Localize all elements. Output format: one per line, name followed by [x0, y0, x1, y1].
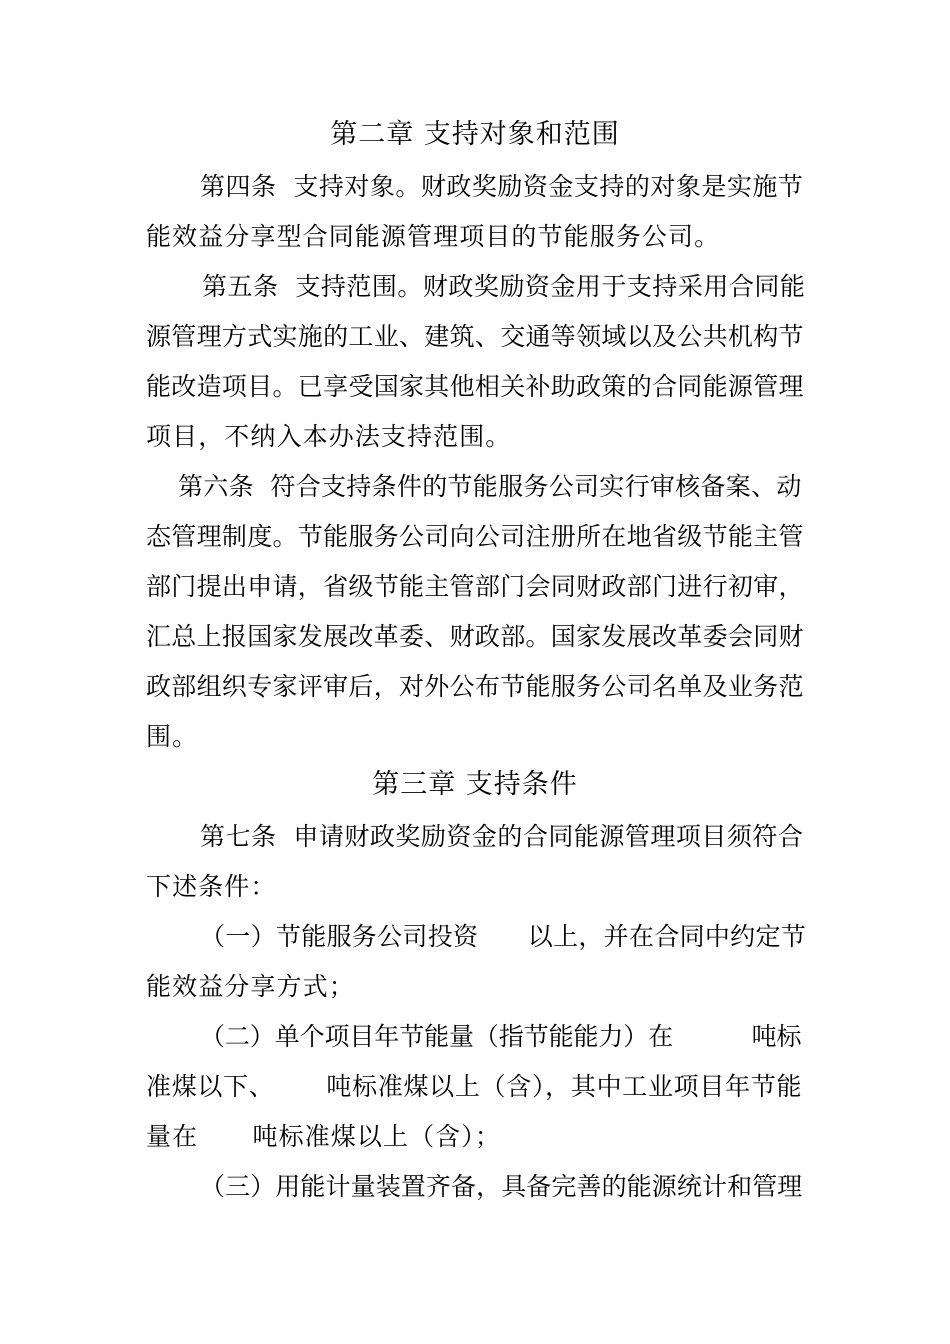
article-6-line-3: 部门提出申请，省级节能主管部门会同财政部门进行初审，	[146, 572, 804, 601]
chapter-2-heading: 第二章 支持对象和范围	[330, 119, 620, 150]
item-1-line-2: 能效益分享方式；	[146, 972, 355, 1001]
article-6-line-1: 第六条 符合支持条件的节能服务公司实行审核备案、动	[178, 472, 802, 501]
article-5-line-3: 能改造项目。已享受国家其他相关补助政策的合同能源管理	[146, 372, 804, 401]
article-6-line-2: 态管理制度。节能服务公司向公司注册所在地省级节能主管	[146, 522, 804, 551]
article-5-line-4: 项目，不纳入本办法支持范围。	[146, 422, 512, 451]
article-7-line-2: 下述条件：	[146, 872, 277, 901]
item-2-line-1: （二）单个项目年节能量（指节能能力）在 吨标	[200, 1022, 802, 1051]
chapter-3-heading: 第三章 支持条件	[372, 769, 578, 800]
article-6-line-5: 政部组织专家评审后，对外公布节能服务公司名单及业务范	[146, 672, 804, 701]
article-6-line-4: 汇总上报国家发展改革委、财政部。国家发展改革委会同财	[146, 622, 804, 651]
item-1-line-1: （一）节能服务公司投资 以上，并在合同中约定节	[200, 922, 807, 951]
article-7-line-1: 第七条 申请财政奖励资金的合同能源管理项目须符合	[200, 822, 804, 851]
item-3-line-1: （三）用能计量装置齐备，具备完善的能源统计和管理	[200, 1172, 803, 1201]
article-5-line-1: 第五条 支持范围。财政奖励资金用于支持采用合同能	[202, 272, 806, 301]
article-4-line-1: 第四条 支持对象。财政奖励资金支持的对象是实施节	[200, 172, 804, 201]
article-4-line-2: 能效益分享型合同能源管理项目的节能服务公司。	[146, 222, 721, 251]
article-6-line-6: 围。	[146, 722, 199, 751]
item-2-line-2: 准煤以下、 吨标准煤以上（含），其中工业项目年节能	[146, 1072, 803, 1101]
article-5-line-2: 源管理方式实施的工业、建筑、交通等领域以及公共机构节	[146, 322, 804, 351]
item-2-line-3: 量在 吨标准煤以上（含）；	[146, 1122, 501, 1151]
